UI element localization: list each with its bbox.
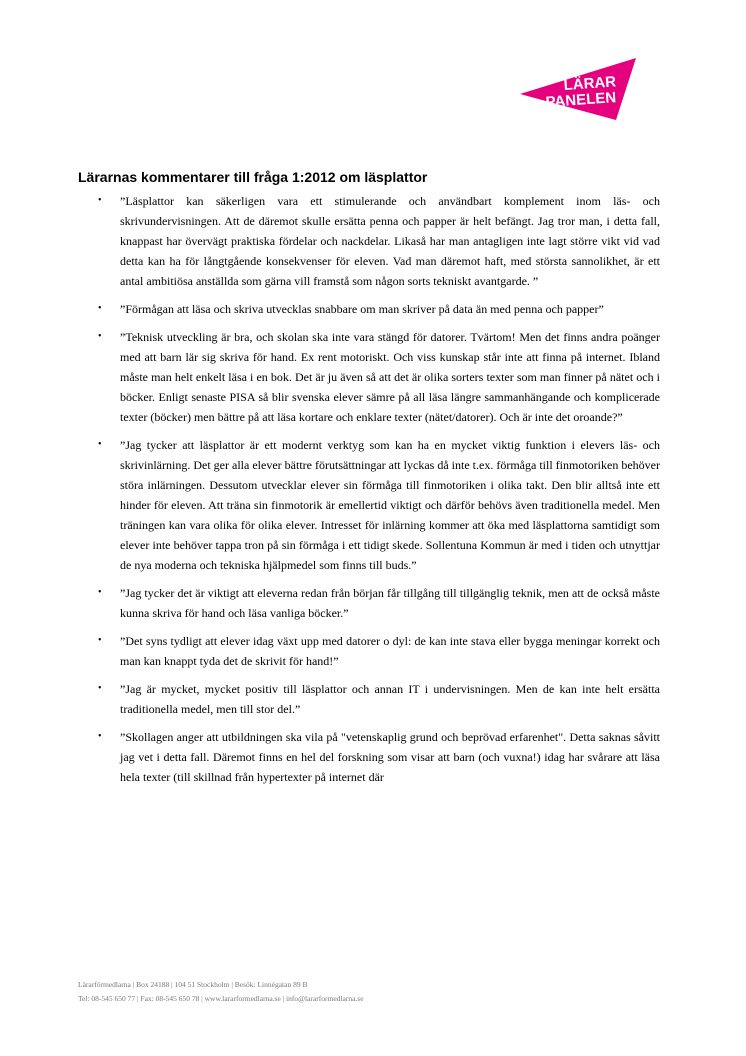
comment-text: ”Teknisk utveckling är bra, och skolan ska inte vara stängd för datorer. Tvärtom! Men det finns andra poänger med att barn lär sig skriva för hand. Ex rent motoriskt. Och viss kunskap står inte att finna på internet. Ibland måste man helt enkelt läsa i en bok. Det är ju även så att det är olika sorters texter som man finner på nätet och i böcker. Enligt senaste PISA så blir svenska elever sämre på all läsa längre sammanhängande och komplicerade texter (böcker) men bättre på att läsa kortare och enklare texter (nätet/datorer). Och är inte det oroande?”	[120, 330, 660, 424]
bullet: •	[98, 731, 102, 742]
list-item	[96, 727, 660, 787]
comment-list	[96, 191, 660, 795]
list-item	[96, 583, 660, 623]
comment-text: ”Läsplattor kan säkerligen vara ett stimulerande och användbart komplement inom läs- och skrivundervisningen. Att de däremot skulle ersätta penna och papper är helt befängt. Jag tror man, i detta fall, knappast har övervägt praktiska fördelar och nackdelar. Likaså har man antagligen inte lagt större vikt vid vad detta kan ha för långtgående konsekvenser för eleven. Vad man däremot haft, med största sannolikhet, är ett antal ambitiösa anställda som gärna vill framstå som någon sorts tekniskt avantgarde. ”	[120, 194, 660, 288]
bullet: •	[98, 195, 102, 206]
footer-contact: Tel: 08-545 650 77 | Fax: 08-545 650 78 | www.lararformedlarna.se | info@lararformedlarna.se	[78, 994, 364, 1003]
bullet: •	[98, 331, 102, 342]
comment-text: ”Jag tycker det är viktigt att eleverna redan från början får tillgång till tillgänglig teknik, men att de också måste kunna skriva för hand och läsa vanliga böcker.”	[120, 586, 660, 620]
footer-address: Lärarförmedlarna | Box 24188 | 104 51 Stockholm | Besök: Linnégatan 89 B	[78, 980, 308, 989]
list-item	[96, 679, 660, 719]
logo-line2: PANELEN	[545, 89, 617, 111]
list-item	[96, 435, 660, 575]
bullet: •	[98, 439, 102, 450]
bullet: •	[98, 683, 102, 694]
page-title: Lärarnas kommentarer till fråga 1:2012 om läsplattor	[78, 169, 428, 185]
bullet: •	[98, 635, 102, 646]
list-item	[96, 327, 660, 427]
comment-text: ”Skollagen anger att utbildningen ska vila på "vetenskaplig grund och beprövad erfarenhet". Detta saknas såvitt jag vet i detta fall. Däremot finns en hel del forskning som visar att barn (och vuxna!) idag har svårare att läsa hela texter (till skillnad från hypertexter på internet där	[120, 730, 660, 784]
comment-text: ”Förmågan att läsa och skriva utvecklas snabbare om man skriver på data än med penna och papper”	[120, 302, 604, 316]
comment-text: ”Det syns tydligt att elever idag växt upp med datorer o dyl: de kan inte stava eller bygga meningar korrekt och man kan knappt tyda det de skrivit för hand!”	[120, 634, 660, 668]
comment-text: ”Jag är mycket, mycket positiv till läsplattor och annan IT i undervisningen. Men de kan inte helt ersätta traditionella medel, men till stor del.”	[120, 682, 660, 716]
comment-text: ”Jag tycker att läsplattor är ett modernt verktyg som kan ha en mycket viktig funktion i elevers läs- och skrivinlärning. Det ger alla elever bättre förutsättningar att lyckas då inte t.ex. förmåga till finmotoriken behöver störa inlärningen. Dessutom utvecklar elever sin förmåga till finmotoriken i olika takt. Den blir alltså inte ett hinder för eleven. Att träna sin finmotorik är emellertid viktigt och därför behövs även traditionella medel. Men träningen kan vara olika för olika elever. Intresset för inlärning kommer att öka med läsplattorna samtidigt som elever inte behöver tappa tron på sin förmåga i ett tidigt skede. Sollentuna Kommun är med i tiden och utnyttjar de nya moderna och tekniska hjälpmedel som finns till buds.”	[120, 438, 660, 572]
bullet: •	[98, 587, 102, 598]
list-item	[96, 631, 660, 671]
logo-line1: LÄRAR	[563, 73, 617, 94]
lararpanelen-logo	[520, 58, 636, 120]
list-item	[96, 299, 660, 319]
bullet: •	[98, 303, 102, 314]
list-item	[96, 191, 660, 291]
page-footer	[78, 978, 678, 1006]
